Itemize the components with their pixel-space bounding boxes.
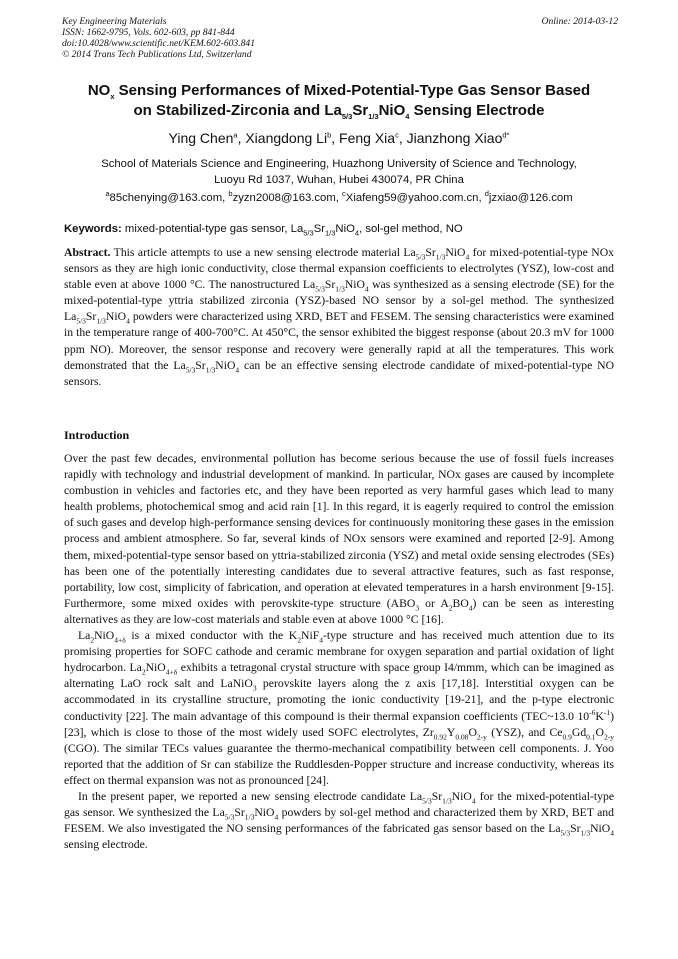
journal-issn: ISSN: 1662-9795, Vols. 602-603, pp 841-844 <box>62 27 235 38</box>
abstract-label: Abstract. <box>64 246 111 259</box>
section-heading-introduction: Introduction <box>64 428 130 442</box>
paragraph: $La_2NiO_{4+\delta}$ is a mixed conductor with the $K_2NiF_4$-type structure and has received much attention due to its promising properties for SOFC cathode and ceramic membrane for oxygen separation and partial oxidation of light hydrocarbon. $La_2NiO_{4+\delta}$ exhibits a tetragonal crystal structure with space group I4/mmm, which can be imagined as alternating LaO rock salt and LaNiO$_3$ perovskite layers along the z axis [17,18]. Interstitial oxygen can be accommodated in its crystalline structure, promoting the ionic conductivity [19-21], and the p-type electronic conductivity [22]. The main advantage of this compound is their thermal expansion coefficients (TEC~13.0 $10^{-6}K^{-1}$) [23], which is close to those of the most widely used SOFC electrolytes, $Zr_{0.92}Y_{0.08}O_{2-y}$ (YSZ), and $Ce_{0.9}Gd_{0.1}O_{2-y}$ (CGO). The similar TECs values guarantee the thermo-mechanical compatibility between cell components. J. Yoo reported that the addition of Sr can stabilize the Ruddlesden-Popper structure and increase conductivity, whereas its effect on thermal expansion was not as pronounced [24]. <box>64 629 614 787</box>
author-emails: $^a$85chenying@163.com, $^b$zyzn2008@163.com, $^c$Xiafeng59@yahoo.com.cn, $^d$jzxiao@126.com <box>105 189 573 204</box>
author-list: Ying Chen$^a$, Xiangdong Li$^b$, Feng Xia$^c$, Jianzhong Xiao$^{d*}$ <box>168 130 510 146</box>
journal-header <box>62 16 618 60</box>
journal-doi: doi:10.4028/www.scientific.net/KEM.602-603.841 <box>62 38 256 49</box>
keywords-label: Keywords: <box>64 223 122 235</box>
abstract: Abstract. This article attempts to use a new sensing electrode material $La_{5/3}Sr_{1/3}NiO_4$ for mixed-potential-type NOx sensors as they are high ionic conductivity, close thermal expansion coefficients to electrolytes (YSZ), low-cost and stable even at above 1000 °C. The nanostructured $La_{5/3}Sr_{1/3}NiO_4$ was synthesized as a sensing electrode (SE) for the mixed-potential-type yttria stabilized zirconia (YSZ)-based NO sensor by a sol-gel method. The synthesized $La_{5/3}Sr_{1/3}NiO_4$ powders were characterized using XRD, BET and FESEM. The sensing characteristics were examined in the temperature range of 400-700°C. At 450°C, the sensor exhibited the biggest response (about 20.3 mV for 1000 ppm NO). Moreover, the sensor response and recovery were generally rapid at all the temperatures. This work demonstrated that the $La_{5/3}Sr_{1/3}NiO_4$ can be an effective sensing electrode candidate of mixed-potential-type NO sensors. <box>64 246 615 388</box>
author-name: Xiangdong Li <box>245 130 328 146</box>
author-name: Feng Xia <box>339 130 396 146</box>
journal-name: Key Engineering Materials <box>62 16 167 27</box>
paragraph: Over the past few decades, environmental pollution has become serious because the use of fossil fuels increases rapidly with technology and industrial development of mankind. In particular, NOx gases are caused by incomplete combustion in vehicles and factories etc, and they have been reported as very harmful gases which lead to many health problems, photochemical smog and acid rain [1]. In this regard, it is eagerly required to control the emission of such gases and develop high-performance sensing devices for continuously monitoring these gases in the emission process and ambient atmosphere. So far, several kinds of NOx sensors were examined and reported [2-9]. Among them, mixed-potential-type sensor based on yttria-stabilized zirconia (YSZ) and metal oxide sensing electrodes (SEs) has been one of the potentially interesting candidates due to several attractive features, such as fast response, portability, low cost, simplicity of fabrication, and operation at elevated temperatures in a harsh environment [9-15]. Furthermore, some mixed oxides with perovskite-type structure ($ABO_3$ or $A_2BO_4$) can be seen as interesting alternatives as they are low-cost materials and stable even at above 1000 °C [16]. <box>64 452 614 626</box>
author-name: Jianzhong Xiao <box>406 130 503 146</box>
journal-copyright: © 2014 Trans Tech Publications Ltd, Switzerland <box>62 49 252 60</box>
keywords: Keywords: mixed-potential-type gas sensor, $La_{5/3}Sr_{1/3}NiO_4$, sol-gel method, NO <box>64 223 463 238</box>
affiliation: School of Materials Science and Engineering, Huazhong University of Science and Technology, Luoyu Rd 1037, Wuhan, Hubei 430074, PR China <box>101 158 577 186</box>
author-name: Ying Chen <box>168 130 234 146</box>
title-line-1: $NO_x$ Sensing Performances of Mixed-Potential-Type Gas Sensor Based <box>87 82 591 101</box>
introduction-body <box>64 451 614 853</box>
online-date: Online: 2014-03-12 <box>541 16 618 27</box>
title-line-2: on Stabilized-Zirconia and $La_{5/3}Sr_{1/3}NiO_4$ Sensing Electrode <box>133 102 545 121</box>
paragraph: In the present paper, we reported a new sensing electrode candidate $La_{5/3}Sr_{1/3}NiO_4$ for the mixed-potential-type gas sensor. We synthesized the $La_{5/3}Sr_{1/3}NiO_4$ powders by sol-gel method and characterized them by XRD, BET and FESEM. We also investigated the NO sensing performances of the fabricated gas sensor based on the $La_{5/3}Sr_{1/3}NiO_4$ sensing electrode. <box>64 789 615 852</box>
paper-title <box>40 81 638 121</box>
